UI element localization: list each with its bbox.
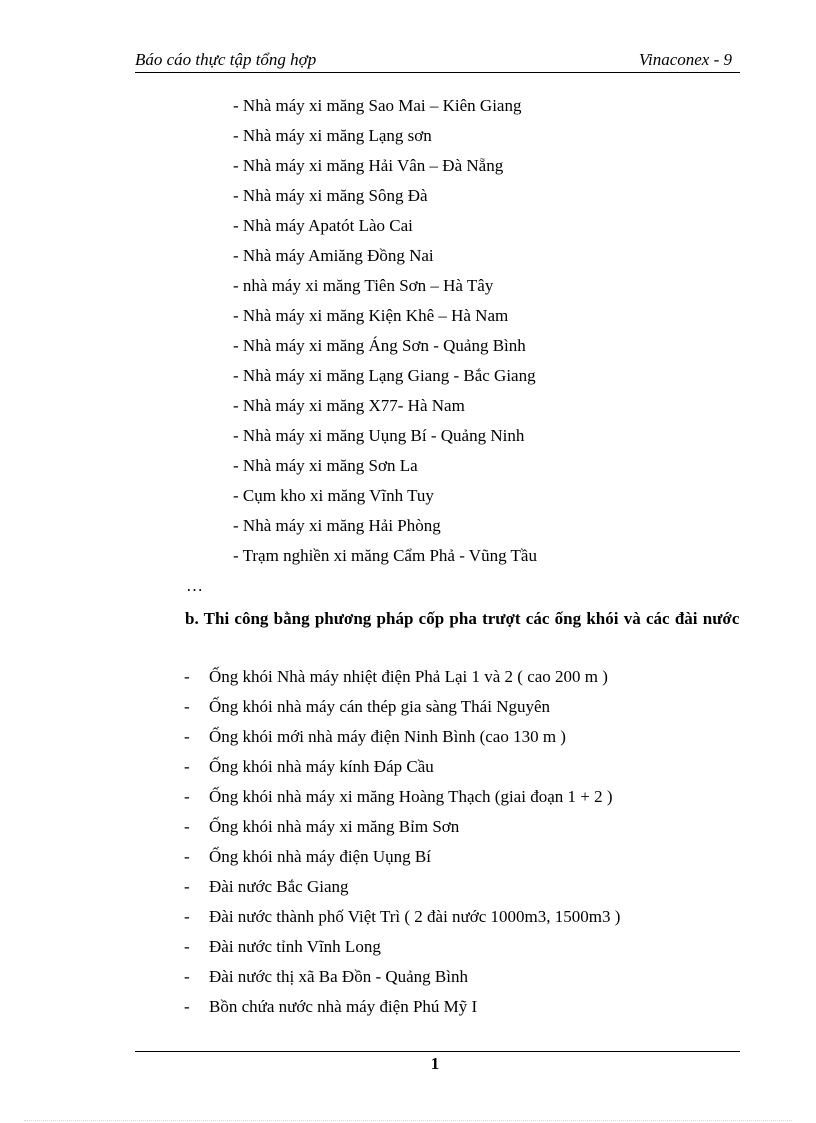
list-item: - Nhà máy xi măng Lạng Giang - Bắc Giang: [233, 366, 536, 385]
list-item: - nhà máy xi măng Tiên Sơn – Hà Tây: [233, 276, 494, 295]
list-item-text: Đài nước tỉnh Vĩnh Long: [209, 937, 381, 956]
list-marker: -: [184, 757, 190, 776]
list-marker: -: [184, 727, 190, 746]
list-item-text: Ống khói nhà máy điện Uụng Bí: [209, 847, 431, 866]
list-marker: -: [184, 907, 190, 926]
ellipsis: …: [186, 576, 203, 595]
list-marker: -: [184, 877, 190, 896]
list-item: - Nhà máy xi măng Hải Vân – Đà Nẵng: [233, 156, 504, 175]
list-item: - Cụm kho xi măng Vĩnh Tuy: [233, 486, 434, 505]
list-marker: -: [184, 967, 190, 986]
list-item-text: Đài nước thị xã Ba Đồn - Quảng Bình: [209, 967, 468, 986]
list-marker: -: [184, 787, 190, 806]
list-marker: -: [184, 997, 190, 1016]
list-item: - Nhà máy Apatót Lào Cai: [233, 216, 413, 235]
list-item-text: Ống khói Nhà máy nhiệt điện Phả Lại 1 và 2 ( cao 200 m ): [209, 667, 608, 686]
list-item: - Nhà máy Amiăng Đồng Nai: [233, 246, 434, 265]
list-marker: -: [184, 697, 190, 716]
list-item: - Nhà máy xi măng X77- Hà Nam: [233, 396, 465, 415]
factory-list: [233, 93, 537, 573]
list-item: - Nhà máy xi măng Lạng sơn: [233, 126, 432, 145]
list-item: - Nhà máy xi măng Sông Đà: [233, 186, 428, 205]
list-item-text: Ống khói mới nhà máy điện Ninh Bình (cao 130 m ): [209, 727, 566, 746]
list-item: - Nhà máy xi măng Áng Sơn - Quảng Bình: [233, 336, 526, 355]
list-marker: -: [184, 667, 190, 686]
list-item-text: Đài nước thành phố Việt Trì ( 2 đài nước 1000m3, 1500m3 ): [209, 907, 621, 926]
list-item: - Nhà máy xi măng Uụng Bí - Quảng Ninh: [233, 426, 525, 445]
list-marker: -: [184, 847, 190, 866]
list-item-text: Ống khói nhà máy xi măng Bỉm Sơn: [209, 817, 460, 836]
footer-divider: [135, 1051, 740, 1052]
header-report-title: Báo cáo thực tập tổng hợp: [135, 50, 317, 69]
list-item-text: Ống khói nhà máy cán thép gia sàng Thái Nguyên: [209, 697, 551, 716]
list-item: - Nhà máy xi măng Hải Phòng: [233, 516, 441, 535]
list-marker: -: [184, 937, 190, 956]
list-marker: -: [184, 817, 190, 836]
list-item-text: Ống khói nhà máy kính Đáp Cầu: [209, 757, 434, 776]
page-edge-divider: [24, 1120, 792, 1121]
header-company: Vinaconex - 9: [638, 50, 732, 69]
list-item: - Trạm nghiền xi măng Cẩm Phả - Vũng Tầu: [233, 546, 537, 565]
list-item-text: Bồn chứa nước nhà máy điện Phú Mỹ I: [209, 997, 478, 1016]
list-item: - Nhà máy xi măng Sơn La: [233, 456, 418, 475]
list-item-text: Ống khói nhà máy xi măng Hoàng Thạch (giai đoạn 1 + 2 ): [209, 787, 613, 806]
list-item: - Nhà máy xi măng Sao Mai – Kiên Giang: [233, 96, 522, 115]
list-item-text: Đài nước Bắc Giang: [209, 877, 349, 896]
page-number: 1: [430, 1054, 440, 1073]
section-heading: b. Thi công bằng phương pháp cốp pha trượt các ống khói và các đài nước: [185, 609, 740, 628]
page-header: [135, 48, 740, 73]
list-item: - Nhà máy xi măng Kiện Khê – Hà Nam: [233, 306, 509, 325]
